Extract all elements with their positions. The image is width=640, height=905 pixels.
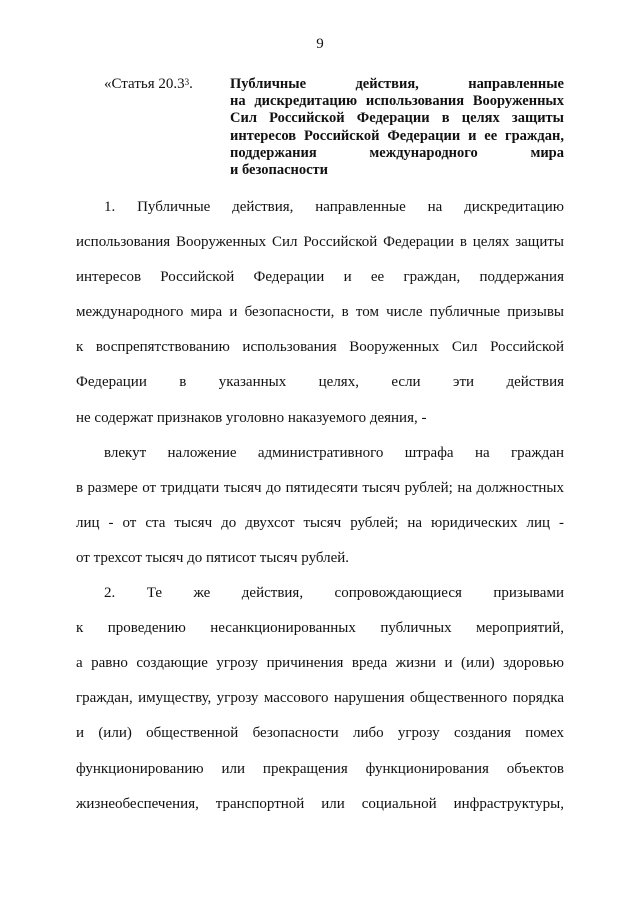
article-title-line: и безопасности [230,161,329,178]
sanction-paragraph-line: влекут наложение административного штрафа на граждан [104,444,564,461]
page-number: 9 [316,36,324,52]
paragraph-1-line: международного мира и безопасности, в том числе публичные призывы [76,304,564,321]
paragraph-1-line: интересов Российской Федерации и ее граждан, поддержания [76,269,564,286]
article-label-text: «Статья 20.3 [104,76,185,92]
article-title-line: интересов Российской Федерации и ее граждан, [230,127,564,144]
article-label-period: . [189,76,193,92]
paragraph-1-line: не содержат признаков уголовно наказуемого деяния, - [76,409,427,426]
article-body [76,190,564,822]
paragraph-1-line: Федерации в указанных целях, если эти действия [76,374,564,391]
paragraph-1-line: к воспрепятствованию использования Вооруженных Сил Российской [76,339,564,356]
article-title-line: Сил Российской Федерации в целях защиты [230,110,564,127]
sanction-paragraph-line: лиц - от ста тысяч до двухсот тысяч рублей; на юридических лиц - [76,514,564,531]
article-title-line: на дискредитацию использования Вооруженных [230,93,564,110]
sanction-paragraph-line: в размере от тридцати тысяч до пятидесяти тысяч рублей; на должностных [76,479,564,496]
paragraph-2-line: 2. Те же действия, сопровождающиеся призывами [104,585,564,602]
sanction-paragraph-line: от трехсот тысяч до пятисот тысяч рублей. [76,549,350,566]
paragraph-2-line: функционированию или прекращения функционирования объектов [76,760,564,777]
paragraph-2-line: к проведению несанкционированных публичных мероприятий, [76,620,564,637]
paragraph-2-line: граждан, имуществу, угрозу массового нарушения общественного порядка [76,690,564,707]
paragraph-2-line: и (или) общественной безопасности либо угрозу создания помех [76,725,564,742]
article-title-line: Публичные действия, направленные [230,76,564,92]
article-title [230,76,564,179]
article-label [104,76,193,93]
article-title-line: поддержания международного мира [230,144,564,161]
paragraph-2-line: жизнеобеспечения, транспортной или социальной инфраструктуры, [76,795,564,812]
paragraph-1-line: использования Вооруженных Сил Российской Федерации в целях защиты [76,234,564,251]
article-label-superscript: 3 [184,77,190,87]
paragraph-2-line: а равно создающие угрозу причинения вреда жизни и (или) здоровью [76,655,564,672]
paragraph-1-line: 1. Публичные действия, направленные на дискредитацию [104,199,564,215]
